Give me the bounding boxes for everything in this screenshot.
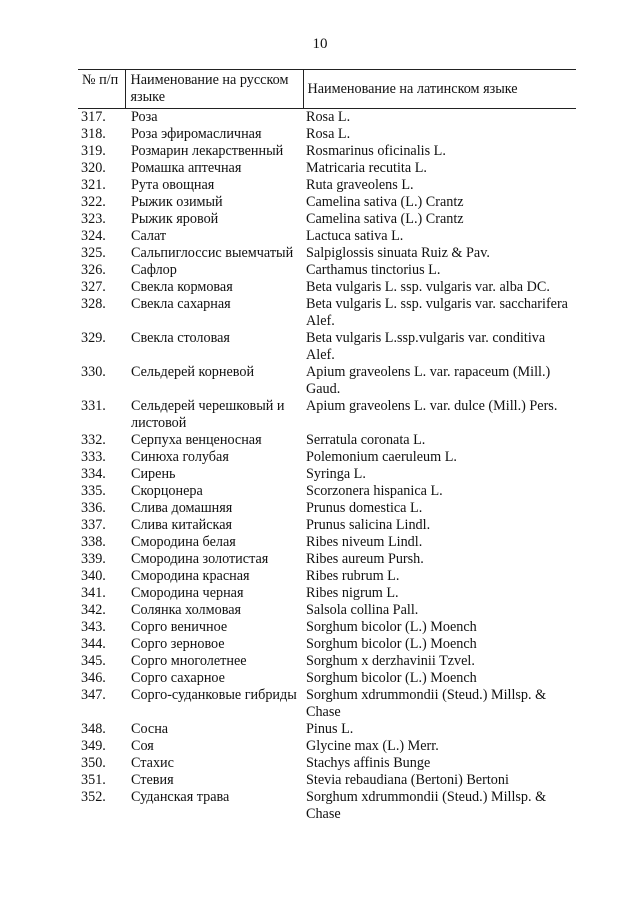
table-row	[78, 670, 576, 687]
row-number: 330.	[81, 364, 106, 380]
row-number: 339.	[81, 551, 106, 567]
latin-name: Sorghum xdrummondii (Steud.) Millsp. & Chase	[306, 789, 547, 822]
latin-name: Salpiglossis sinuata Ruiz & Pav.	[306, 245, 490, 261]
latin-name: Glycine max (L.) Merr.	[306, 738, 439, 754]
table-body	[78, 109, 576, 824]
table-row	[78, 126, 576, 143]
russian-name: Стахис	[131, 755, 174, 771]
table-row	[78, 602, 576, 619]
table-row	[78, 177, 576, 194]
row-number: 337.	[81, 517, 106, 533]
latin-name: Beta vulgaris L. ssp. vulgaris var. saccharifera Alef.	[306, 296, 568, 329]
row-number: 321.	[81, 177, 106, 193]
table-header-row	[78, 70, 576, 109]
page-number: 10	[312, 36, 328, 52]
latin-name: Apium graveolens L. var. dulce (Mill.) Pers.	[306, 398, 558, 414]
row-number: 338.	[81, 534, 106, 550]
russian-name: Суданская трава	[131, 789, 230, 805]
latin-name: Prunus salicina Lindl.	[306, 517, 431, 533]
row-number: 324.	[81, 228, 106, 244]
latin-name: Salsola collina Pall.	[306, 602, 419, 618]
latin-name: Stevia rebaudiana (Bertoni) Bertoni	[306, 772, 509, 788]
latin-name: Camelina sativa (L.) Crantz	[306, 194, 464, 210]
row-number: 340.	[81, 568, 106, 584]
latin-name: Serratula coronata L.	[306, 432, 426, 448]
latin-name: Stachys affinis Bunge	[306, 755, 431, 771]
row-number: 341.	[81, 585, 106, 601]
latin-name: Ruta graveolens L.	[306, 177, 414, 193]
latin-name: Apium graveolens L. var. rapaceum (Mill.) Gaud.	[306, 364, 551, 397]
latin-name: Ribes niveum Lindl.	[306, 534, 423, 550]
row-number: 335.	[81, 483, 106, 499]
latin-name: Polemonium caeruleum L.	[306, 449, 457, 465]
russian-name: Стевия	[131, 772, 174, 788]
latin-name: Camelina sativa (L.) Crantz	[306, 211, 464, 227]
table-row	[78, 245, 576, 262]
latin-name: Sorghum xdrummondii (Steud.) Millsp. & Chase	[306, 687, 547, 720]
table-row	[78, 534, 576, 551]
table-row	[78, 432, 576, 449]
latin-name: Scorzonera hispanica L.	[306, 483, 443, 499]
latin-name: Rosa L.	[306, 109, 351, 125]
row-number: 348.	[81, 721, 106, 737]
russian-name: Сорго сахарное	[131, 670, 225, 686]
table-row	[78, 653, 576, 670]
row-number: 325.	[81, 245, 106, 261]
table-row	[78, 364, 576, 398]
russian-name: Салат	[131, 228, 167, 244]
table-row	[78, 517, 576, 534]
table-row	[78, 279, 576, 296]
russian-name: Свекла кормовая	[131, 279, 233, 295]
russian-name: Рыжик озимый	[131, 194, 223, 210]
row-number: 333.	[81, 449, 106, 465]
row-number: 318.	[81, 126, 106, 142]
row-number: 319.	[81, 143, 106, 159]
latin-name: Sorghum x derzhavinii Tzvel.	[306, 653, 475, 669]
row-number: 351.	[81, 772, 106, 788]
table-row	[78, 330, 576, 364]
table-row	[78, 500, 576, 517]
russian-name: Слива домашняя	[131, 500, 233, 516]
table-row	[78, 296, 576, 330]
latin-name: Rosmarinus oficinalis L.	[306, 143, 446, 159]
table-row	[78, 619, 576, 636]
russian-name: Розмарин лекарственный	[131, 143, 284, 159]
table-row	[78, 772, 576, 789]
russian-name: Синюха голубая	[131, 449, 229, 465]
row-number: 322.	[81, 194, 106, 210]
table-row	[78, 143, 576, 160]
table-row	[78, 449, 576, 466]
russian-name: Смородина золотистая	[131, 551, 269, 567]
russian-name: Сорго веничное	[131, 619, 228, 635]
table-row	[78, 211, 576, 228]
row-number: 343.	[81, 619, 106, 635]
table-row	[78, 721, 576, 738]
latin-name: Ribes nigrum L.	[306, 585, 399, 601]
latin-name: Prunus domestica L.	[306, 500, 423, 516]
russian-name: Роза эфиромасличная	[131, 126, 262, 142]
russian-name: Смородина черная	[131, 585, 244, 601]
header-russian-name: Наименование на русском языке	[125, 70, 303, 109]
latin-name: Ribes rubrum L.	[306, 568, 400, 584]
russian-name: Слива китайская	[131, 517, 233, 533]
table-row	[78, 755, 576, 772]
row-number: 350.	[81, 755, 106, 771]
russian-name: Сельдерей черешковый и листовой	[131, 398, 285, 431]
russian-name: Сафлор	[131, 262, 177, 278]
table-row	[78, 194, 576, 211]
row-number: 323.	[81, 211, 106, 227]
latin-name: Beta vulgaris L. ssp. vulgaris var. alba DC.	[306, 279, 550, 295]
latin-name: Ribes aureum Pursh.	[306, 551, 424, 567]
row-number: 352.	[81, 789, 106, 805]
row-number: 328.	[81, 296, 106, 312]
table-row	[78, 228, 576, 245]
row-number: 327.	[81, 279, 106, 295]
russian-name: Роза	[131, 109, 158, 125]
row-number: 326.	[81, 262, 106, 278]
table-row	[78, 789, 576, 823]
table-row	[78, 585, 576, 602]
latin-name: Carthamus tinctorius L.	[306, 262, 441, 278]
row-number: 329.	[81, 330, 106, 346]
table-row	[78, 687, 576, 721]
row-number: 344.	[81, 636, 106, 652]
table-row	[78, 398, 576, 432]
table-row	[78, 483, 576, 500]
latin-name: Sorghum bicolor (L.) Moench	[306, 619, 477, 635]
species-table	[78, 69, 576, 823]
russian-name: Свекла сахарная	[131, 296, 231, 312]
russian-name: Сосна	[131, 721, 169, 737]
table-row	[78, 551, 576, 568]
row-number: 331.	[81, 398, 106, 414]
row-number: 334.	[81, 466, 106, 482]
row-number: 346.	[81, 670, 106, 686]
russian-name: Сирень	[131, 466, 176, 482]
russian-name: Ромашка аптечная	[131, 160, 242, 176]
russian-name: Смородина белая	[131, 534, 236, 550]
header-latin-name: Наименование на латинском языке	[307, 80, 518, 97]
latin-name: Rosa L.	[306, 126, 351, 142]
russian-name: Свекла столовая	[131, 330, 230, 346]
latin-name: Pinus L.	[306, 721, 354, 737]
russian-name: Рыжик яровой	[131, 211, 219, 227]
row-number: 349.	[81, 738, 106, 754]
row-number: 345.	[81, 653, 106, 669]
table-row	[78, 262, 576, 279]
russian-name: Солянка холмовая	[131, 602, 242, 618]
table-row	[78, 160, 576, 177]
latin-name: Matricaria recutita L.	[306, 160, 427, 176]
russian-name: Сальпиглоссис выемчатый	[131, 245, 294, 261]
latin-name: Sorghum bicolor (L.) Moench	[306, 670, 477, 686]
russian-name: Рута овощная	[131, 177, 215, 193]
row-number: 336.	[81, 500, 106, 516]
row-number: 342.	[81, 602, 106, 618]
table-row	[78, 738, 576, 755]
russian-name: Сорго многолетнее	[131, 653, 247, 669]
russian-name: Соя	[131, 738, 154, 754]
russian-name: Скорцонера	[131, 483, 203, 499]
row-number: 347.	[81, 687, 106, 703]
latin-name: Beta vulgaris L.ssp.vulgaris var. conditiva Alef.	[306, 330, 546, 363]
header-number: № п/п	[82, 72, 119, 88]
table-row	[78, 636, 576, 653]
table-row	[78, 109, 576, 127]
row-number: 320.	[81, 160, 106, 176]
table-row	[78, 466, 576, 483]
latin-name: Sorghum bicolor (L.) Moench	[306, 636, 477, 652]
russian-name: Смородина красная	[131, 568, 250, 584]
russian-name: Сорго зерновое	[131, 636, 225, 652]
latin-name: Lactuca sativa L.	[306, 228, 404, 244]
latin-name: Syringa L.	[306, 466, 366, 482]
table-row	[78, 568, 576, 585]
russian-name: Сорго-суданковые гибриды	[131, 687, 297, 703]
russian-name: Сельдерей корневой	[131, 364, 255, 380]
row-number: 332.	[81, 432, 106, 448]
row-number: 317.	[81, 109, 106, 125]
russian-name: Серпуха венценосная	[131, 432, 262, 448]
